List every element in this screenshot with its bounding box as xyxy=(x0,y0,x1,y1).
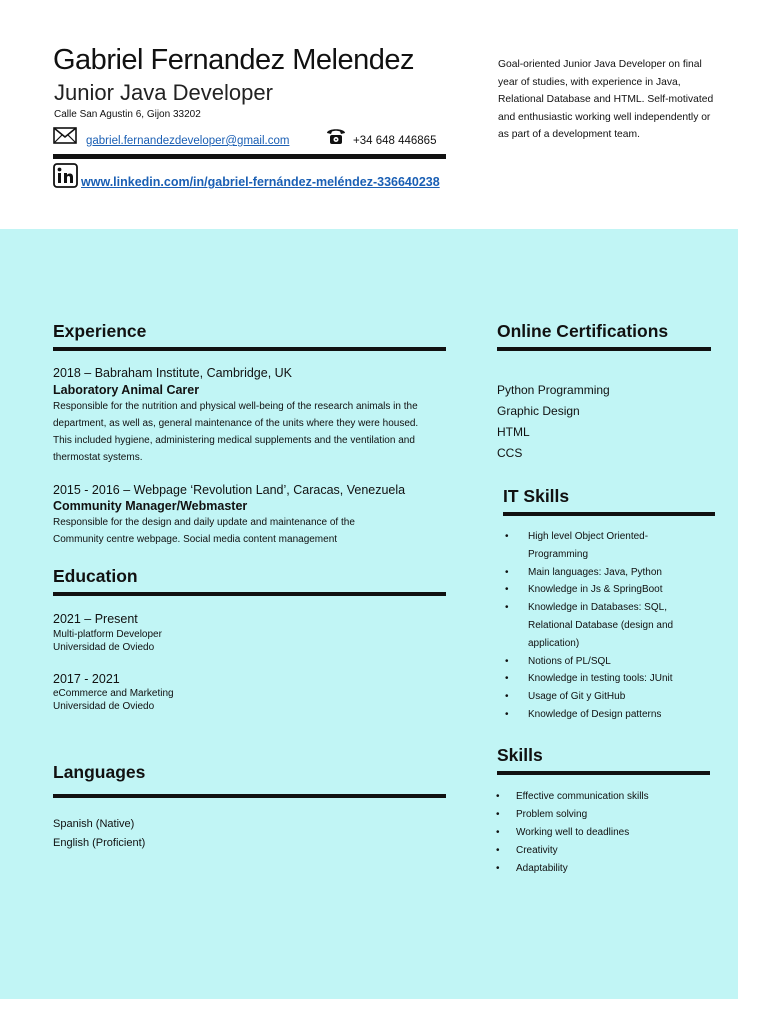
list-item xyxy=(505,670,698,688)
certification-item: Graphic Design xyxy=(497,404,580,418)
education-divider xyxy=(53,592,446,596)
language-item: Spanish (Native) xyxy=(53,818,135,830)
bullet: • xyxy=(496,791,500,802)
bullet: • xyxy=(496,845,500,856)
phone-number: +34 648 446865 xyxy=(353,135,437,147)
skill-text: Adaptability xyxy=(516,863,568,874)
list-item xyxy=(505,706,698,724)
bullet: • xyxy=(496,827,500,838)
education-period: 2021 – Present xyxy=(53,612,138,626)
list-item xyxy=(505,653,698,671)
envelope-icon xyxy=(53,127,77,144)
certifications-divider xyxy=(497,347,711,351)
skill-text: Working well to deadlines xyxy=(516,827,630,838)
experience-divider xyxy=(53,347,446,351)
list-item xyxy=(496,842,706,860)
language-item: English (Proficient) xyxy=(53,837,146,849)
job-line: 2018 – Babraham Institute, Cambridge, UK xyxy=(53,366,293,380)
education-heading: Education xyxy=(53,566,138,586)
it-skills-divider xyxy=(503,512,715,516)
bullet: • xyxy=(505,584,509,596)
education-school: Universidad de Oviedo xyxy=(53,701,155,712)
it-skills-heading: IT Skills xyxy=(503,486,570,506)
list-item xyxy=(496,860,706,878)
job-line: 2015 - 2016 – Webpage ‘Revolution Land’, Caracas, Venezuela xyxy=(53,483,406,497)
languages-heading: Languages xyxy=(53,762,146,782)
email-link[interactable]: gabriel.fernandezdeveloper@gmail.com xyxy=(86,135,290,147)
skills-divider xyxy=(497,771,710,775)
skill-text: Effective communication skills xyxy=(516,791,649,802)
list-item xyxy=(505,564,698,582)
list-item xyxy=(505,528,698,564)
languages-divider xyxy=(53,794,446,798)
list-item xyxy=(505,688,698,706)
job-title: Community Manager/Webmaster xyxy=(53,499,248,513)
education-degree: eCommerce and Marketing xyxy=(53,688,174,699)
bullet: • xyxy=(505,691,509,703)
telephone-icon xyxy=(325,127,347,145)
it-skill-text: Main languages: Java, Python xyxy=(528,566,662,578)
education-degree: Multi-platform Developer xyxy=(53,629,162,640)
certification-item: CCS xyxy=(497,446,523,460)
it-skill-text: Knowledge in Databases: SQL, Relational Database (design and application) xyxy=(528,602,674,649)
list-item xyxy=(505,599,698,652)
bullet: • xyxy=(505,602,509,614)
linkedin-icon xyxy=(53,163,78,188)
it-skill-text: Usage of Git y GitHub xyxy=(528,691,626,703)
header-divider xyxy=(53,154,446,159)
bullet: • xyxy=(505,673,509,685)
skills-list xyxy=(496,788,706,878)
profile-summary: Goal-oriented Junior Java Developer on final year of studies, with experience in Java, Relational Database and HTML. Self-motivated and enthusiastic working well independently or as part of a development team. xyxy=(498,59,714,141)
list-item xyxy=(505,581,698,599)
job-description: Responsible for the design and daily update and maintenance of the Community centre webpage. Social media content management xyxy=(53,517,355,545)
bullet: • xyxy=(505,655,509,667)
bullet: • xyxy=(496,863,500,874)
job-title: Laboratory Animal Carer xyxy=(53,383,200,397)
list-item xyxy=(496,824,706,842)
it-skill-text: Knowledge of Design patterns xyxy=(528,708,662,720)
address: Calle San Agustin 6, Gijon 33202 xyxy=(54,109,201,120)
skills-heading: Skills xyxy=(497,745,543,765)
certification-item: HTML xyxy=(497,425,530,439)
it-skill-text: Knowledge in Js & SpringBoot xyxy=(528,584,663,596)
job-role: Junior Java Developer xyxy=(54,80,273,105)
list-item xyxy=(496,788,706,806)
skill-text: Creativity xyxy=(516,845,558,856)
certification-item: Python Programming xyxy=(497,383,610,397)
job-description: Responsible for the nutrition and physical well-being of the research animals in the department, as well as, general maintenance of the units where they were housed. This included hygiene, administering medical supplements and the ventilation and thermostat systems. xyxy=(53,401,419,463)
it-skill-text: Knowledge in testing tools: JUnit xyxy=(528,673,673,685)
it-skill-text: High level Object Oriented-Programming xyxy=(528,531,649,560)
skill-text: Problem solving xyxy=(516,809,588,820)
list-item xyxy=(496,806,706,824)
bullet: • xyxy=(505,566,509,578)
experience-heading: Experience xyxy=(53,321,147,341)
linkedin-link[interactable]: www.linkedin.com/in/gabriel-fernández-meléndez-336640238 xyxy=(81,175,440,189)
education-school: Universidad de Oviedo xyxy=(53,642,155,653)
certifications-heading: Online Certifications xyxy=(497,321,669,341)
bullet: • xyxy=(505,708,509,720)
bullet: • xyxy=(505,531,509,542)
candidate-name: Gabriel Fernandez Melendez xyxy=(53,44,414,76)
bullet: • xyxy=(496,809,500,820)
it-skill-text: Notions of PL/SQL xyxy=(528,655,611,667)
it-skills-list xyxy=(505,528,698,724)
education-period: 2017 - 2021 xyxy=(53,672,120,686)
